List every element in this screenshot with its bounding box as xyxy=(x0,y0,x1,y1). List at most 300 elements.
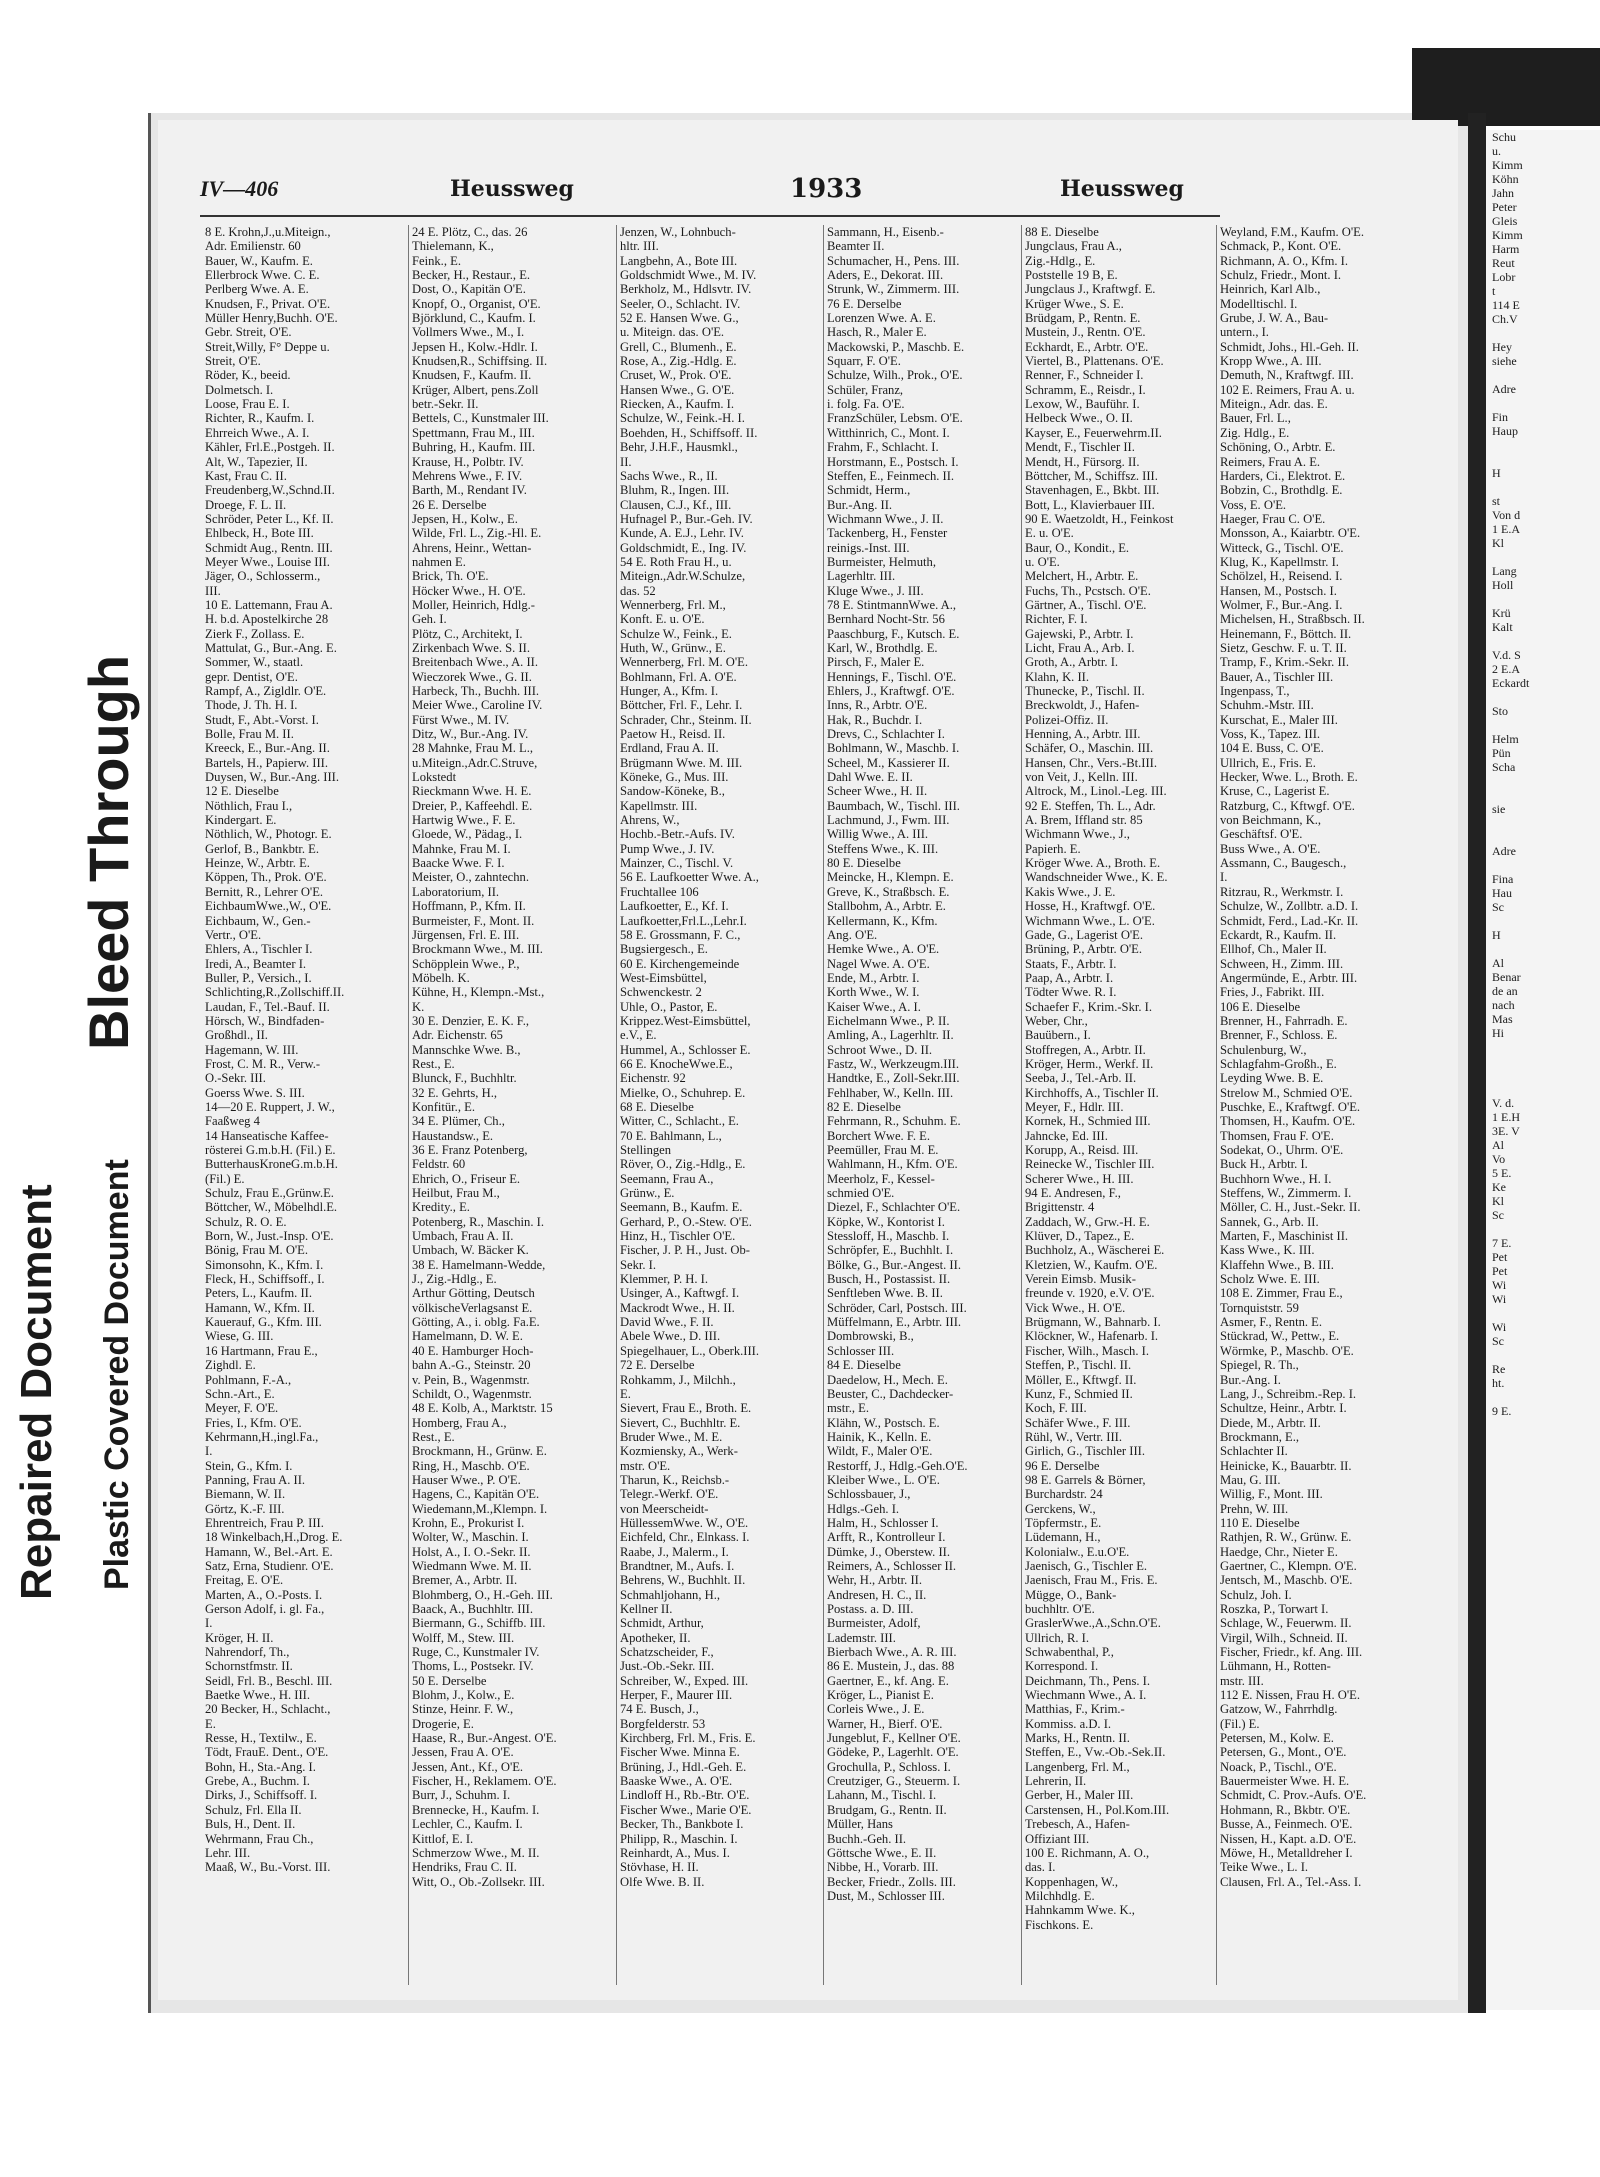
directory-entry: 28 Mahnke, Frau M. L., xyxy=(412,741,534,756)
directory-entry: J., Zig.-Hdlg., E. xyxy=(412,1272,497,1287)
directory-entry: Schöning, O., Arbtr. E. xyxy=(1220,440,1336,455)
directory-entry: Staats, F., Arbtr. I. xyxy=(1025,956,1117,971)
directory-entry: Becker, Th., Bankbote I. xyxy=(620,1817,744,1832)
directory-entry: Ditz, W., Bur.-Ang. IV. xyxy=(412,727,529,742)
directory-entry: Schulenburg, W., xyxy=(1220,1042,1307,1057)
directory-entry: Borchert Wwe. F. E. xyxy=(827,1128,930,1143)
directory-entry: Kluge Wwe., J. III. xyxy=(827,583,924,598)
directory-entry: Lademstr. III. xyxy=(827,1630,896,1645)
directory-entry: Hauser Wwe., P. O'E. xyxy=(412,1472,521,1487)
directory-entry: Bluhm, R., Ingen. III. xyxy=(620,483,730,498)
directory-entry: Kunz, F., Schmied II. xyxy=(1025,1386,1133,1401)
directory-entry: Gärtner, A., Tischl. O'E. xyxy=(1025,597,1147,612)
directory-entry: Baack, A., Buchhltr. III. xyxy=(412,1602,534,1616)
directory-entry: Harbeck, Th., Buchh. III. xyxy=(412,684,540,698)
directory-entry: 88 E. Dieselbe xyxy=(1025,225,1099,239)
adjacent-page-line: Lobr xyxy=(1492,270,1516,284)
adjacent-page-line: 114 E xyxy=(1492,298,1520,312)
directory-entry: Sodekat, O., Uhrm. O'E. xyxy=(1220,1143,1344,1157)
directory-entry: Jahncke, Ed. III. xyxy=(1025,1128,1108,1143)
directory-entry: Eckhardt, E., Arbtr. O'E. xyxy=(1025,339,1149,354)
directory-entry: Thomsen, Frau F. O'E. xyxy=(1220,1128,1334,1143)
adjacent-page-line: Mas xyxy=(1492,1012,1513,1026)
directory-entry: Biermann, G., Schiffb. III. xyxy=(412,1616,546,1631)
adjacent-page-line: Wi xyxy=(1492,1320,1507,1334)
directory-entry: Bohlmann, W., Maschb. I. xyxy=(827,741,960,756)
directory-entry: Faaßweg 4 xyxy=(205,1114,260,1129)
directory-entry: Strunk, W., Zimmerm. III. xyxy=(827,282,960,297)
directory-entry: Vick Wwe., H. O'E. xyxy=(1025,1300,1126,1315)
directory-entry: Schlossbauer, J., xyxy=(827,1487,911,1502)
directory-entry: 20 Becker, H., Schlacht., xyxy=(205,1702,331,1717)
directory-entry: Girlich, G., Tischler III. xyxy=(1025,1444,1145,1459)
directory-entry: mstr. III. xyxy=(1220,1673,1264,1688)
directory-entry: Kühne, H., Klempn.-Mst., xyxy=(412,985,545,1000)
directory-entry: Hosse, H., Kraftwgf. O'E. xyxy=(1025,899,1156,914)
directory-entry: Meyer Wwe., Louise III. xyxy=(205,554,330,569)
directory-entry: Demuth, N., Kraftwgf. III. xyxy=(1220,368,1354,383)
directory-entry: Steffen, E., Feinmech. II. xyxy=(827,468,955,483)
directory-entry: E. xyxy=(205,1716,216,1731)
directory-entry: Vollmers Wwe., M., I. xyxy=(412,325,525,340)
directory-entry: Seemann, Frau A., xyxy=(620,1171,714,1186)
directory-entry: Umbach, W. Bäcker K. xyxy=(412,1243,529,1258)
directory-entry: Buller, P., Versich., I. xyxy=(205,970,312,985)
adjacent-page-line: Benar xyxy=(1492,970,1521,984)
directory-entry: mstr., E. xyxy=(827,1401,869,1416)
directory-entry: Lagerhltr. III. xyxy=(827,569,896,584)
directory-entry: Alt, W., Tapezier, II. xyxy=(205,454,308,469)
directory-entry: Becker, Friedr., Zolls. III. xyxy=(827,1874,956,1889)
directory-entry: Jürgensen, Frl. E. III. xyxy=(412,927,520,942)
directory-entry: Klaffehn Wwe., B. III. xyxy=(1220,1257,1334,1272)
directory-entry: Brenner, H., Fahrradh. E. xyxy=(1220,1013,1348,1028)
directory-entry: Schulze, Wilh., Prok., O'E. xyxy=(827,368,963,383)
directory-entry: Laufkoetter,Frl.L.,Lehr.I. xyxy=(620,913,747,928)
directory-entry: Heinemann, F., Böttch. II. xyxy=(1220,626,1352,641)
directory-entry: Nöthlich, W., Photogr. E. xyxy=(205,827,332,842)
directory-entry: Wichmann Wwe., L. O'E. xyxy=(1025,913,1155,928)
directory-entry: Kunde, A. E.J., Lehr. IV. xyxy=(620,526,744,541)
directory-entry: Rose, A., Zig.-Hdlg. E. xyxy=(620,354,737,369)
adjacent-page-line: t xyxy=(1492,284,1496,298)
directory-entry: Gerber, H., Maler III. xyxy=(1025,1788,1134,1803)
adjacent-page-line: Kalt xyxy=(1492,620,1513,634)
adjacent-page-line: Harm xyxy=(1492,242,1520,256)
directory-entry: Bernitt, R., Lehrer O'E. xyxy=(205,884,324,899)
directory-entry: Diede, M., Arbtr. II. xyxy=(1220,1415,1321,1430)
directory-entry: Baaske Wwe., A. O'E. xyxy=(620,1774,733,1789)
directory-entry: Freudenberg,W.,Schnd.II. xyxy=(205,483,335,498)
directory-entry: Höcker Wwe., H. O'E. xyxy=(412,583,526,598)
directory-entry: Scheel, M., Kassierer II. xyxy=(827,755,950,770)
directory-entry: Brenner, F., Schloss. E. xyxy=(1220,1028,1338,1043)
directory-entry: Kass Wwe., K. III. xyxy=(1220,1243,1315,1258)
directory-entry: von Veit, J., Kelln. III. xyxy=(1025,770,1138,785)
directory-entry: Fehrmann, R., Schuhm. E. xyxy=(827,1114,961,1129)
directory-entry: Kaiser Wwe., A. I. xyxy=(827,999,921,1014)
directory-entry: Lexow, W., Bauführ. I. xyxy=(1025,397,1140,412)
directory-entry: Gödeke, P., Lagerhlt. O'E. xyxy=(827,1745,959,1760)
directory-entry: Bugsiergesch., E. xyxy=(620,942,708,957)
adjacent-page-line: Peter xyxy=(1492,200,1517,214)
adjacent-page-line: Köhn xyxy=(1492,172,1519,186)
adjacent-page-line xyxy=(1486,788,1600,802)
adjacent-page-line: 5 E. xyxy=(1492,1166,1512,1180)
directory-entry: Heinze, W., Arbtr. E. xyxy=(205,856,310,871)
directory-entry: Koppenhagen, W., xyxy=(1025,1874,1119,1889)
directory-entry: Buchholz, A., Wäscherei E. xyxy=(1025,1243,1165,1258)
directory-entry: Thoms, L., Postsekr. IV. xyxy=(412,1659,534,1674)
directory-entry: Heilbut, Frau M., xyxy=(412,1186,500,1201)
directory-entry: Korth Wwe., W. I. xyxy=(827,985,920,1000)
directory-entry: Clausen, C.J., Kf., III. xyxy=(620,497,732,512)
adjacent-page-line: Scha xyxy=(1492,760,1516,774)
directory-entry: Milchhdlg. E. xyxy=(1025,1888,1095,1903)
directory-entry: Ehlers, J., Kraftwgf. O'E. xyxy=(827,684,955,698)
directory-entry: Konft. E. u. O'E. xyxy=(620,612,705,627)
directory-entry: Wehr, H., Arbtr. II. xyxy=(827,1573,923,1588)
adjacent-page-line: Haup xyxy=(1492,424,1518,438)
adjacent-page-line xyxy=(1486,326,1600,340)
directory-entry: Lühmann, H., Rotten- xyxy=(1220,1659,1331,1674)
directory-entry: rösterei G.m.b.H. (Fil.) E. xyxy=(205,1143,336,1157)
directory-entry: Assmann, C., Baugesch., xyxy=(1220,856,1347,871)
adjacent-page-line xyxy=(1486,1068,1600,1082)
directory-entry: Maaß, W., Bu.-Vorst. III. xyxy=(205,1860,331,1875)
directory-entry: Halm, H., Schlosser I. xyxy=(827,1515,939,1530)
directory-entry: GraslerWwe.,A.,Schn.O'E. xyxy=(1025,1616,1161,1631)
directory-entry: Erdland, Frau A. II. xyxy=(620,741,719,756)
directory-entry: Rest., E. xyxy=(412,1429,455,1444)
directory-entry: Noack, P., Tischl., O'E. xyxy=(1220,1759,1337,1774)
directory-entry: Jessen, Frau A. O'E. xyxy=(412,1745,514,1760)
directory-entry: Haase, R., Bur.-Angest. O'E. xyxy=(412,1731,557,1746)
directory-entry: Hansen, Chr., Vers.-Bt.III. xyxy=(1025,755,1157,770)
directory-entry: Kropp Wwe., A. III. xyxy=(1220,354,1322,369)
directory-entry: Heinrich, Karl Alb., xyxy=(1220,282,1321,297)
bleed-through-label: Bleed Through xyxy=(77,654,140,1050)
directory-entry: Kast, Frau C. II. xyxy=(205,468,287,483)
directory-entry: Goldschmidt, E., Ing. IV. xyxy=(620,540,747,555)
adjacent-page-line: ht. xyxy=(1492,1376,1505,1390)
directory-entry: gepr. Dentist, O'E. xyxy=(205,669,298,684)
directory-entry: 40 E. Hamburger Hoch- xyxy=(412,1343,534,1358)
directory-entry: Ullrich, E., Fris. E. xyxy=(1220,755,1316,770)
directory-entry: Mahnke, Frau M. I. xyxy=(412,841,511,856)
directory-entry: Pirsch, F., Maler E. xyxy=(827,655,925,670)
directory-entry: Streit,Willy, F° Deppe u. xyxy=(205,339,330,354)
adjacent-page-line xyxy=(1486,1082,1600,1096)
directory-entry: 60 E. Kirchengemeinde xyxy=(620,956,740,971)
directory-entry: von Meerscheidt- xyxy=(620,1501,709,1516)
adjacent-page-line: Ke xyxy=(1492,1180,1506,1194)
adjacent-page-line xyxy=(1486,816,1600,830)
directory-entry: Bauermeister Wwe. H. E. xyxy=(1220,1774,1350,1789)
directory-entry: Kredity., E. xyxy=(412,1200,470,1215)
adjacent-page-line xyxy=(1486,1390,1600,1404)
directory-entry: Görtz, K.-F. III. xyxy=(205,1501,285,1516)
adjacent-page-line: Eckardt xyxy=(1492,676,1530,690)
directory-entry: bahn A.-G., Steinstr. 20 xyxy=(412,1358,531,1373)
directory-entry: Ratzburg, C., Kftwgf. O'E. xyxy=(1220,798,1355,813)
directory-entry: 74 E. Busch, J., xyxy=(620,1702,699,1717)
directory-entry: Laufkoetter, E., Kf. I. xyxy=(620,899,729,914)
directory-entry: Renner, F., Schneider I. xyxy=(1025,368,1144,383)
directory-entry: Zaddach, W., Grw.-H. E. xyxy=(1025,1214,1150,1229)
directory-entry: Wichmann Wwe., J., xyxy=(1025,827,1130,842)
directory-entry: 30 E. Denzier, E. K. F., xyxy=(412,1013,530,1028)
directory-entry: Wahlmann, H., Kfm. O'E. xyxy=(827,1157,958,1172)
directory-entry: Stinze, Heinr. F. W., xyxy=(412,1702,514,1717)
adjacent-page-line: Hau xyxy=(1492,886,1512,900)
directory-entry: Blohm, J., Kolw., E. xyxy=(412,1688,515,1703)
directory-entry: Harders, Ci., Elektrot. E. xyxy=(1220,468,1346,483)
directory-entry: Sekr. I. xyxy=(620,1257,657,1272)
adjacent-page-line xyxy=(1486,1348,1600,1362)
directory-entry: Krause, H., Polbtr. IV. xyxy=(412,454,524,469)
directory-entry: Schröder, Carl, Postsch. III. xyxy=(827,1300,967,1315)
directory-entry: Jaenisch, Frau M., Fris. E. xyxy=(1025,1573,1158,1588)
directory-entry: Schulz, Frau E.,Grünw.E. xyxy=(205,1186,334,1201)
directory-entry: Hörsch, W., Bindfaden- xyxy=(205,1013,325,1028)
directory-entry: Ende, M., Arbtr. I. xyxy=(827,970,920,985)
directory-entry: Bernhard Nocht-Str. 56 xyxy=(827,612,945,627)
directory-entry: Heinicke, K., Bauarbtr. II. xyxy=(1220,1458,1352,1473)
directory-entry: Dreier, P., Kaffeehdl. E. xyxy=(412,798,533,813)
directory-entry: Dolmetsch. I. xyxy=(205,382,274,397)
directory-entry: Hinz, H., Tischler O'E. xyxy=(620,1229,736,1244)
directory-entry: Beamter II. xyxy=(827,239,885,254)
directory-entry: völkischeVerlagsanst E. xyxy=(412,1300,533,1315)
directory-entry: Baetke Wwe., H. III. xyxy=(205,1688,311,1703)
directory-entry: Schäfer Wwe., F. III. xyxy=(1025,1415,1131,1430)
directory-entry: Schulze, W., Zollbtr. a.D. I. xyxy=(1220,899,1359,914)
directory-entry: Witteck, G., Tischl. O'E. xyxy=(1220,540,1344,555)
adjacent-page-line: Lang xyxy=(1492,564,1517,578)
directory-entry: 50 E. Derselbe xyxy=(412,1673,487,1688)
directory-entry: 98 E. Garrels & Börner, xyxy=(1025,1472,1146,1487)
directory-entry: Rühl, W., Vertr. III. xyxy=(1025,1429,1123,1444)
directory-entry: Steffens Wwe., K. III. xyxy=(827,841,939,856)
directory-entry: Jaenisch, G., Tischler E. xyxy=(1025,1558,1148,1573)
directory-entry: Lehr. III. xyxy=(205,1845,251,1860)
directory-entry: Hochb.-Betr.-Aufs. IV. xyxy=(620,827,735,842)
adjacent-page-line xyxy=(1486,1222,1600,1236)
directory-entry: Voss, E. O'E. xyxy=(1220,497,1287,512)
directory-entry: Sietz, Geschw. F. u. T. II. xyxy=(1220,640,1347,655)
directory-entry: E. xyxy=(620,1386,631,1401)
directory-entry: freunde v. 1920, e.V. O'E. xyxy=(1025,1286,1155,1301)
directory-entry: Wieczorek Wwe., G. II. xyxy=(412,669,532,684)
directory-entry: Hohmann, R., Bkbtr. O'E. xyxy=(1220,1802,1351,1817)
directory-entry: Baacke Wwe. F. I. xyxy=(412,856,505,871)
directory-entry: Schornstfmstr. II. xyxy=(205,1659,293,1674)
directory-entry: 58 E. Grossmann, F. C., xyxy=(620,927,741,942)
plastic-covered-label: Plastic Covered Document xyxy=(98,1159,136,1590)
directory-entry: Schlichting,R.,Zollschiff.II. xyxy=(205,985,345,1000)
directory-entry: Schlagfahm-Großh., E. xyxy=(1220,1056,1337,1071)
directory-entry: (Fil.) E. xyxy=(205,1171,245,1186)
directory-entry: Kindergart. E. xyxy=(205,813,277,828)
directory-entry: Apotheker, II. xyxy=(620,1630,691,1645)
adjacent-page-line xyxy=(1486,858,1600,872)
directory-entry: Schulze, W., Feink.-H. I. xyxy=(620,411,745,426)
directory-entry: u. O'E. xyxy=(1025,554,1060,569)
directory-entry: Björklund, C., Kaufm. I. xyxy=(412,311,536,326)
directory-entry: Fischer Wwe. Minna E. xyxy=(620,1745,740,1760)
directory-entry: Handtke, E., Zoll-Sekr.III. xyxy=(827,1071,960,1086)
directory-entry: Kittlof, E. I. xyxy=(412,1831,474,1846)
directory-entry: Möller, E., Kftwgf. II. xyxy=(1025,1372,1137,1387)
directory-column-4 xyxy=(827,225,1017,1985)
directory-entry: Biemann, W. II. xyxy=(205,1487,286,1502)
directory-entry: Stessloff, H., Maschb. I. xyxy=(827,1229,950,1244)
directory-entry: Virgil, Wilh., Schneid. II. xyxy=(1220,1630,1348,1645)
directory-entry: Dost, O., Kapitän O'E. xyxy=(412,282,526,297)
directory-entry: Schulz, R. O. E. xyxy=(205,1214,287,1229)
directory-entry: Bott, L., Klavierbauer III. xyxy=(1025,497,1155,512)
directory-entry: Marten, F., Maschinist II. xyxy=(1220,1229,1349,1244)
directory-entry: Potenberg, R., Maschin. I. xyxy=(412,1214,544,1229)
directory-entry: Dümke, J., Oberstew. II. xyxy=(827,1544,950,1559)
directory-entry: Lüdemann, H., xyxy=(1025,1530,1101,1545)
directory-entry: Meincke, H., Klempn. E. xyxy=(827,870,954,885)
directory-entry: Laudan, F., Tel.-Bauf. II. xyxy=(205,999,330,1014)
directory-entry: Schmidt, Johs., Hl.-Geh. II. xyxy=(1220,339,1359,354)
directory-entry: Köneke, G., Mus. III. xyxy=(620,770,729,785)
adjacent-page-line: 1 E.A xyxy=(1492,522,1520,536)
directory-entry: Ahrens, Heinr., Wettan- xyxy=(412,540,532,555)
directory-entry: Just.-Ob.-Sekr. III. xyxy=(620,1659,715,1674)
directory-entry: 112 E. Nissen, Frau H. O'E. xyxy=(1220,1688,1360,1703)
directory-entry: Reinecke W., Tischler III. xyxy=(1025,1157,1155,1172)
directory-entry: Kehrmann,H.,ingl.Fa., xyxy=(205,1429,319,1444)
adjacent-page-line: V. d. xyxy=(1492,1096,1515,1110)
column-divider xyxy=(1021,225,1022,1985)
adjacent-page-line: siehe xyxy=(1492,354,1517,368)
directory-entry: Schäfer, O., Maschin. III. xyxy=(1025,741,1154,756)
directory-entry: Zirkenbach Wwe. S. II. xyxy=(412,640,530,655)
directory-entry: Jepsen, H., Kolw., E. xyxy=(412,511,518,526)
directory-entry: Marks, H., Rentn. II. xyxy=(1025,1731,1130,1746)
directory-entry: Paaschburg, F., Kutsch. E. xyxy=(827,626,960,641)
adjacent-page-line: 1 E.H xyxy=(1492,1110,1520,1124)
directory-entry: Moller, Heinrich, Hdlg.- xyxy=(412,597,535,612)
directory-entry: Pump Wwe., J. IV. xyxy=(620,841,715,856)
directory-entry: Riecken, A., Kaufm. I. xyxy=(620,397,735,412)
directory-entry: Matthias, F., Krim.- xyxy=(1025,1702,1125,1717)
directory-entry: Witter, C., Schlacht., E. xyxy=(620,1114,739,1129)
directory-entry: Modelltischl. I. xyxy=(1220,296,1298,311)
directory-entry: Klemmer, P. H. I. xyxy=(620,1272,708,1287)
directory-entry: Baur, O., Kondit., E. xyxy=(1025,540,1130,555)
directory-entry: Dust, M., Schlosser III. xyxy=(827,1888,945,1903)
directory-entry: Kakis Wwe., J. E. xyxy=(1025,884,1116,899)
adjacent-page-line: de an xyxy=(1492,984,1518,998)
directory-entry: Strelow M., Schmied O'E. xyxy=(1220,1085,1353,1100)
directory-entry: Ehlers, A., Tischler I. xyxy=(205,942,313,957)
directory-entry: Lindloff H., Rb.-Btr. O'E. xyxy=(620,1788,750,1803)
directory-entry: 52 E. Hansen Wwe. G., xyxy=(620,311,739,326)
directory-entry: Frost, C. M. R., Verw.- xyxy=(205,1056,321,1071)
directory-entry: Jungclaus, Frau A., xyxy=(1025,239,1122,254)
directory-entry: Kröger, Herm., Werkf. II. xyxy=(1025,1056,1154,1071)
directory-entry: 92 E. Steffen, Th. L., Adr. xyxy=(1025,798,1156,813)
adjacent-page-line: Al xyxy=(1492,956,1504,970)
directory-entry: Böttcher, Frl. F., Lehr. I. xyxy=(620,698,743,713)
directory-entry: Ellerbrock Wwe. C. E. xyxy=(205,268,320,283)
directory-entry: Schaefer F., Krim.-Skr. I. xyxy=(1025,999,1153,1014)
directory-entry: Petersen, M., Kolw. E. xyxy=(1220,1731,1334,1746)
directory-entry: Gebr. Streit, O'E. xyxy=(205,325,292,340)
directory-entry: Roszka, P., Torwart I. xyxy=(1220,1602,1329,1616)
directory-entry: Brüdgam, P., Rentn. E. xyxy=(1025,311,1141,326)
directory-entry: Hdlgs.-Geh. I. xyxy=(827,1501,900,1516)
directory-entry: Schumacher, H., Pens. III. xyxy=(827,253,960,268)
directory-entry: Böttcher, M., Schiffsz. III. xyxy=(1025,468,1158,483)
directory-entry: Kröger, L., Pianist E. xyxy=(827,1688,934,1703)
adjacent-page-line: Fina xyxy=(1492,872,1514,886)
directory-entry: Fischer, H., Reklamem. O'E. xyxy=(412,1774,557,1789)
directory-entry: das. 52 xyxy=(620,583,656,598)
directory-entry: Squarr, F. O'E. xyxy=(827,354,901,369)
directory-entry: Offiziant III. xyxy=(1025,1831,1090,1846)
directory-entry: Aders, E., Dekorat. III. xyxy=(827,268,944,283)
directory-entry: Jentsch, M., Maschb. O'E. xyxy=(1220,1573,1353,1588)
directory-entry: nahmen E. xyxy=(412,554,466,569)
directory-entry: Burchardstr. 24 xyxy=(1025,1487,1103,1502)
directory-entry: Bur.-Ang. II. xyxy=(827,497,893,512)
directory-entry: Tödt, FrauE. Dent., O'E. xyxy=(205,1745,329,1760)
adjacent-page-line: H xyxy=(1492,928,1501,942)
directory-entry: Brügmann Wwe. M. III. xyxy=(620,755,743,770)
adjacent-page-line: V.d. S xyxy=(1492,648,1521,662)
directory-entry: Wennerberg, Frl. M., xyxy=(620,597,726,612)
page-header xyxy=(200,176,1200,212)
directory-entry: Weber, Chr., xyxy=(1025,1013,1088,1028)
directory-entry: Mügge, O., Bank- xyxy=(1025,1587,1117,1602)
directory-entry: Olfe Wwe. B. II. xyxy=(620,1874,705,1889)
adjacent-page-line xyxy=(1486,942,1600,956)
directory-entry: Mustein, J., Rentn. O'E. xyxy=(1025,325,1146,340)
directory-entry: Tackenberg, H., Fenster xyxy=(827,526,948,541)
directory-entry: Berkholz, M., Hdlsvtr. IV. xyxy=(620,282,752,297)
directory-entry: Schmahljohann, H., xyxy=(620,1587,721,1602)
directory-entry: Nahrendorf, Th., xyxy=(205,1645,290,1660)
directory-entry: Kayser, E., Feuerwehrm.II. xyxy=(1025,425,1162,440)
directory-entry: Schramm, E., Reisdr., I. xyxy=(1025,382,1146,397)
directory-entry: Ellhof, Ch., Maler II. xyxy=(1220,942,1327,957)
directory-entry: Adr. Emilienstr. 60 xyxy=(205,239,301,254)
directory-entry: Steffens, W., Zimmerm. I. xyxy=(1220,1186,1352,1201)
header-rule xyxy=(200,215,1220,217)
directory-entry: Göttsche Wwe., E. II. xyxy=(827,1845,937,1860)
directory-entry: Senftleben Wwe. B. II. xyxy=(827,1286,943,1301)
directory-entry: Kolonialw., E.u.O'E. xyxy=(1025,1544,1130,1559)
directory-entry: Polizei-Offiz. II. xyxy=(1025,712,1109,727)
adjacent-page-line xyxy=(1486,1306,1600,1320)
directory-entry: Scheer Wwe., H. II. xyxy=(827,784,928,799)
directory-entry: EichbaumWwe.,W., O'E. xyxy=(205,899,332,914)
directory-entry: Ehrentreich, Frau P. III. xyxy=(205,1515,324,1530)
directory-entry: Stückrad, W., Pettw., E. xyxy=(1220,1329,1340,1344)
directory-entry: Clausen, Frl. A., Tel.-Ass. I. xyxy=(1220,1874,1362,1889)
directory-entry: Behrens, W., Buchhlt. II. xyxy=(620,1573,746,1588)
directory-entry: Bettels, C., Kunstmaler III. xyxy=(412,411,549,426)
directory-entry: Barth, M., Rendant IV. xyxy=(412,483,527,498)
directory-entry: Blohmberg, O., H.-Geh. III. xyxy=(412,1587,553,1602)
